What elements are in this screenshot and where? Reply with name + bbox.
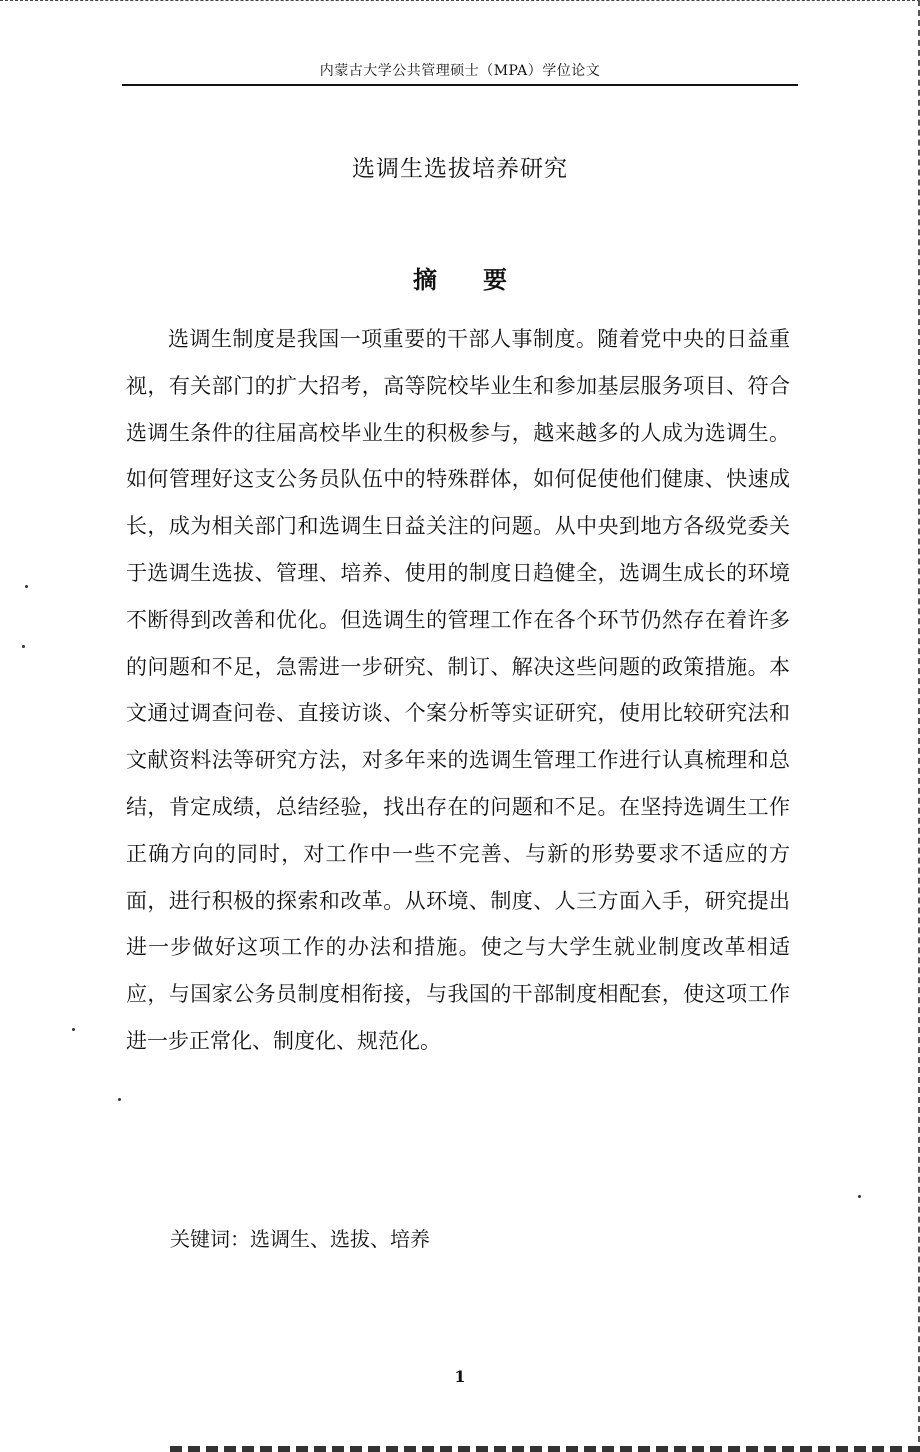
header-rule [122,84,798,86]
scan-edge-right [912,0,920,1452]
keywords-line: 关键词：选调生、选拔、培养 [170,1227,430,1251]
thesis-title: 选调生选拔培养研究 [352,156,568,182]
abstract-body: 选调生制度是我国一项重要的干部人事制度。随着党中央的日益重视，有关部门的扩大招考，高等院校毕业生和参加基层服务项目、符合选调生条件的往届高校毕业生的积极参与，越来越多的人成为选调生。如何管理好这支公务员队伍中的特殊群体，如何促使他们健康、快速成长，成为相关部门和选调生日益关注的问题。从中央到地方各级党委关于选调生选拔、管理、培养、使用的制度日趋健全，选调生成长的环境不断得到改善和优化。但选调生的管理工作在各个环节仍然存在着许多的问题和不足，急需进一步研究、制订、解决这些问题的政策措施。本文通过调查问卷、直接访谈、个案分析等实证研究，使用比较研究法和文献资料法等研究方法，对多年来的选调生管理工作进行认真梳理和总结，肯定成绩，总结经验，找出存在的问题和不足。在坚持选调生工作正确方向的同时，对工作中一些不完善、与新的形势要求不适应的方面，进行积极的探索和改革。从环境、制度、人三方面入手，研究提出进一步做好这项工作的办法和措施。使之与大学生就业制度改革相适应，与国家公务员制度相衔接，与我国的干部制度相配套，使这项工作进一步正常化、制度化、规范化。 [126,327,790,1053]
scan-speck [25,585,28,588]
scan-speck [22,645,25,648]
running-header: 内蒙古大学公共管理硕士（MPA）学位论文 [319,63,601,79]
page-number: 1 [454,1367,466,1386]
scan-speck [72,1028,75,1031]
scan-speck [858,1195,861,1198]
abstract-heading: 摘要 [413,265,553,294]
scan-edge-top [0,0,920,7]
scan-speck [118,1098,121,1101]
scan-edge-bottom [170,1440,920,1452]
